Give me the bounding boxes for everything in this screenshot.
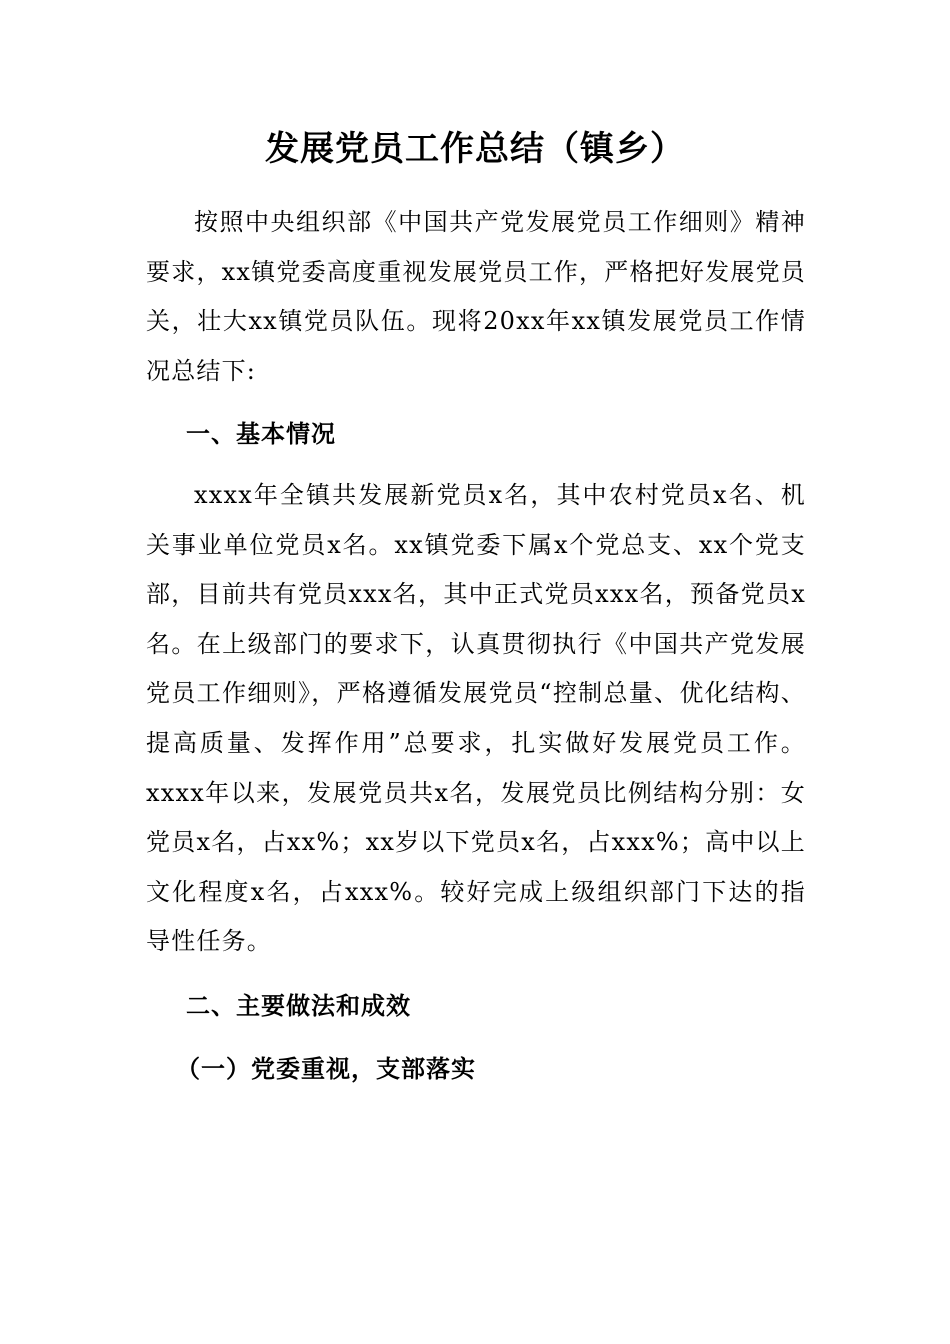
intro-paragraph: 按照中央组织部《中国共产党发展党员工作细则》精神要求，xx镇党委高度重视发展党员工作，严格把好发展党员关，壮大xx镇党员队伍。现将20xx年xx镇发展党员工作情况总结下:	[146, 208, 806, 385]
section-heading-main-practices: 二、主要做法和成效	[186, 991, 411, 1020]
document-title: 发展党员工作总结（镇乡）	[265, 129, 685, 169]
basic-situation-paragraph: xxxx年全镇共发展新党员x名，其中农村党员x名、机关事业单位党员x名。xx镇党委下属x个党总支、xx个党支部，目前共有党员xxx名，其中正式党员xxx名，预备党员x名。在上级部门的要求下，认真贯彻执行《中国共产党发展党员工作细则》，严格遵循发展党员“控制总量、优化结构、提高质量、发挥作用”总要求，扎实做好发展党员工作。xxxx年以来，发展党员共x名，发展党员比例结构分别：女党员x名，占xx%；xx岁以下党员x名，占xxx%；高中以上文化程度x名，占xxx%。较好完成上级组织部门下达的指导性任务。	[146, 481, 806, 956]
section-heading-basic-situation: 一、基本情况	[186, 419, 336, 448]
subsection-heading-party-committee: （一）党委重视，支部落实	[176, 1054, 476, 1083]
